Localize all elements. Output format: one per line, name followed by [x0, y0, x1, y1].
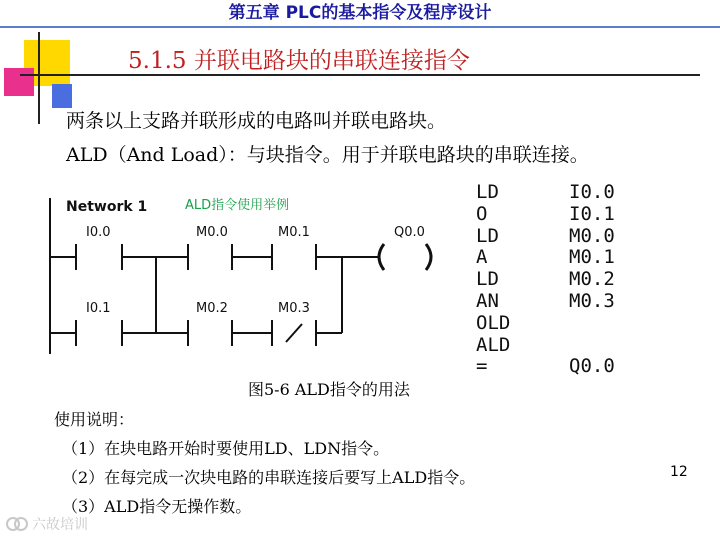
contact-label: M0.3: [278, 301, 310, 316]
instruction-row: [476, 204, 615, 226]
instruction-op: LD: [476, 181, 499, 203]
watermark-text: 六故培训: [32, 517, 88, 533]
ladder-wiring: [50, 198, 378, 354]
instruction-arg: M0.1: [569, 246, 615, 269]
instruction-row: [476, 291, 615, 313]
body-line-2: ALD（And Load）：与块指令。用于并联电路块的串联连接。: [66, 144, 589, 166]
decor-square-blue: [52, 84, 72, 108]
page-number: 12: [670, 464, 688, 480]
coil-right-paren: [426, 244, 431, 270]
chapter-title: 第五章 PLC的基本指令及程序设计: [228, 3, 492, 23]
instruction-arg: M0.3: [569, 289, 615, 312]
instruction-op: O: [476, 202, 488, 225]
contact-label: M0.0: [196, 225, 228, 240]
watermark-logo-icon: [6, 516, 28, 532]
instruction-op: =: [476, 355, 488, 378]
instruction-arg: I0.1: [569, 202, 615, 225]
contact-label: I0.0: [86, 225, 111, 240]
negated-contact-slash: [286, 324, 302, 342]
coil-label: Q0.0: [394, 225, 425, 240]
ladder-diagram: [40, 186, 450, 364]
instruction-op: OLD: [476, 311, 511, 334]
title-divider: [0, 26, 720, 28]
decor-vertical-line: [38, 32, 40, 124]
instruction-list: [476, 182, 615, 378]
usage-title: 使用说明：: [54, 410, 135, 429]
instruction-op: LD: [476, 224, 499, 247]
instruction-op: A: [476, 246, 488, 269]
instruction-op: LD: [476, 268, 499, 291]
network-label: Network 1: [66, 199, 148, 215]
instruction-row: [476, 226, 615, 248]
instruction-row: [476, 335, 615, 357]
contact-label: I0.1: [86, 301, 111, 316]
decor-square-pink: [4, 68, 34, 96]
coil-left-paren: [379, 244, 384, 270]
contact-label: M0.1: [278, 225, 310, 240]
instruction-op: ALD: [476, 333, 511, 356]
instruction-arg: Q0.0: [569, 355, 615, 378]
ladder-annotation: ALD指令使用举例: [185, 198, 290, 213]
body-line-1: 两条以上支路并联形成的电路叫并联电路块。: [66, 110, 447, 132]
usage-item: （3）ALD指令无操作数。: [62, 497, 252, 516]
contact-label: M0.2: [196, 301, 228, 316]
instruction-row: [476, 356, 615, 378]
instruction-arg: I0.0: [569, 181, 615, 203]
instruction-arg: M0.0: [569, 224, 615, 247]
instruction-row: [476, 269, 615, 291]
instruction-row: [476, 313, 615, 335]
usage-item: （2）在每完成一次块电路的串联连接后要写上ALD指令。: [62, 468, 476, 487]
instruction-row: [476, 247, 615, 269]
section-title: 5.1.5 并联电路块的串联连接指令: [128, 48, 470, 74]
instruction-arg: M0.2: [569, 268, 615, 291]
usage-item: （1）在块电路开始时要使用LD、LDN指令。: [62, 439, 390, 458]
instruction-row: [476, 182, 615, 204]
figure-caption: 图5-6 ALD指令的用法: [248, 380, 410, 399]
instruction-op: AN: [476, 289, 499, 312]
watermark: [6, 514, 88, 534]
